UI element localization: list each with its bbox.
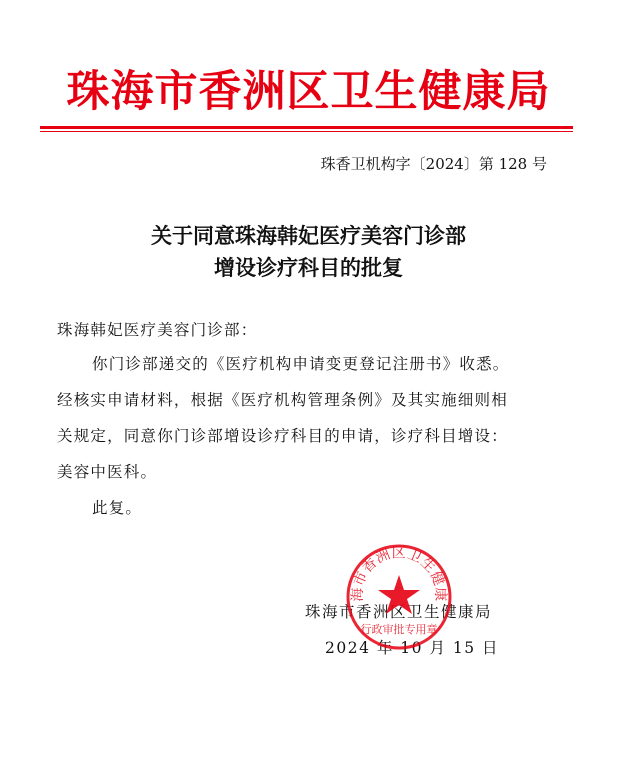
document-title-line-2: 增设诊疗科目的批复	[214, 255, 403, 280]
official-seal-graphic	[345, 543, 453, 651]
document-title-line-1: 关于同意珠海韩妃医疗美容门诊部	[151, 223, 466, 248]
salutation: 珠海韩妃医疗美容门诊部：	[57, 321, 258, 339]
closing: 此复。	[92, 499, 143, 517]
body-line-1: 你门诊部递交的《医疗机构申请变更登记注册书》收悉。	[92, 355, 510, 373]
org-letterhead-title: 珠海市香洲区卫生健康局	[66, 67, 551, 117]
letterhead-rule-thick	[40, 126, 573, 129]
signature-date: 2024 年 10 月 15 日	[325, 639, 500, 657]
svg-text:行政审批专用章: 行政审批专用章	[360, 623, 438, 636]
official-seal	[345, 543, 453, 651]
signature-org: 珠海市香洲区卫生健康局	[305, 603, 493, 621]
svg-text:珠海市香洲区卫生健康局: 海市香洲区卫生健康	[349, 545, 449, 602]
seal-star-icon	[378, 575, 420, 614]
body-line-2: 经核实申请材料，根据《医疗机构管理条例》及其实施细则相	[57, 391, 508, 409]
document-number: 珠香卫机构字〔2024〕第 128 号	[320, 155, 547, 173]
body-line-3: 关规定，同意你门诊部增设诊疗科目的申请，诊疗科目增设：	[57, 427, 508, 445]
body-line-4: 美容中医科。	[57, 463, 158, 481]
letterhead-rule-thin	[40, 131, 573, 132]
